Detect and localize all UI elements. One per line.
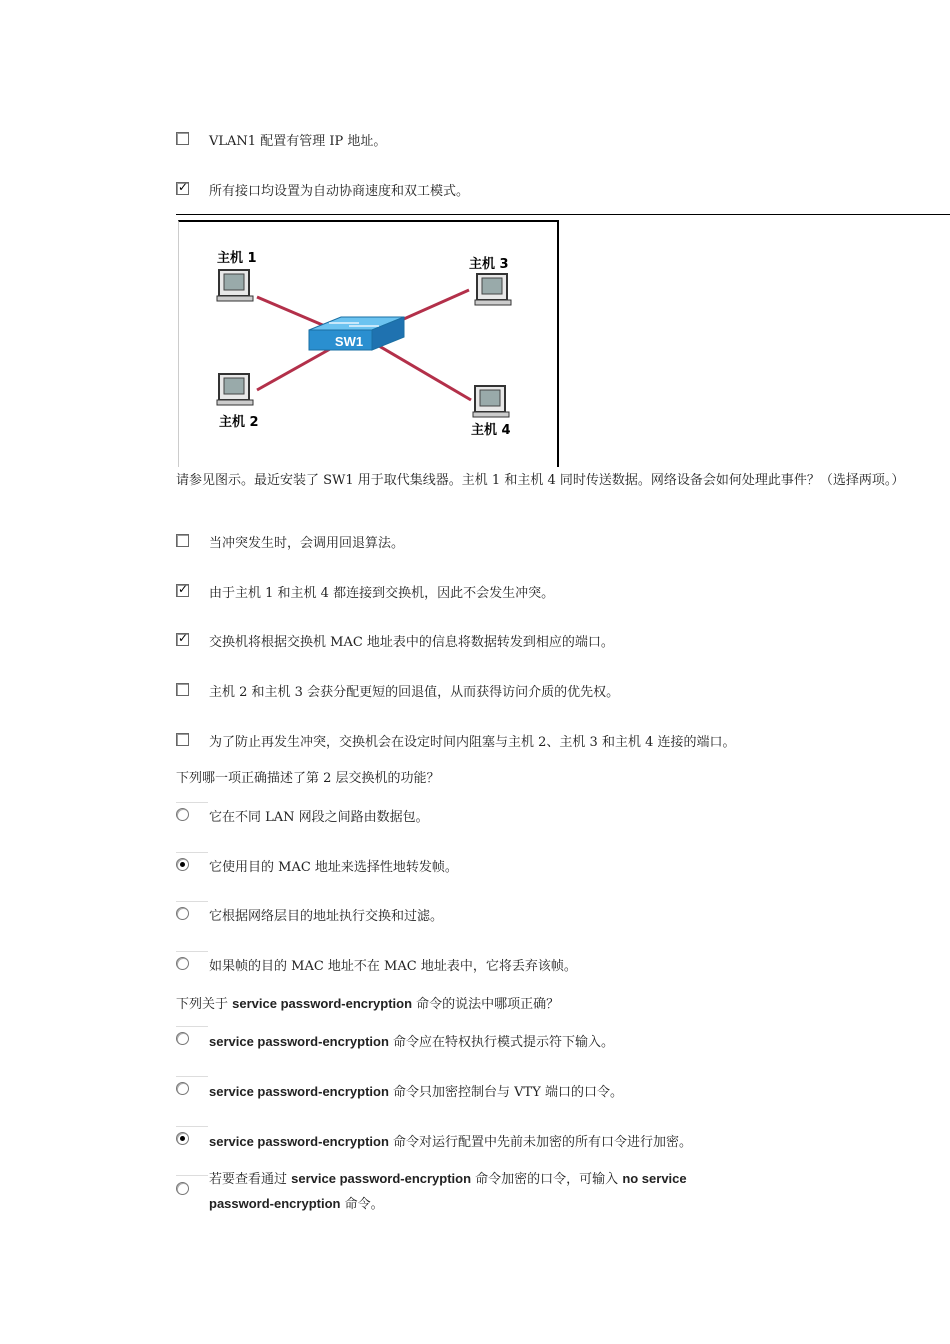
radio-q2-opt1[interactable] bbox=[176, 808, 189, 821]
q3-opt4-rest: 命令。 bbox=[340, 1197, 384, 1212]
check-icon: ✓ bbox=[178, 180, 189, 194]
radio-divider bbox=[176, 852, 208, 853]
checkbox-q1-opt2[interactable] bbox=[176, 584, 189, 597]
radio-selected-dot bbox=[180, 862, 185, 867]
radio-q2-opt4[interactable] bbox=[176, 957, 189, 970]
link-host4-sw1 bbox=[379, 346, 471, 400]
q2-opt3-label: 它根据网络层目的地址执行交换和过滤。 bbox=[209, 909, 444, 924]
q3-opt2-command: service password-encryption bbox=[209, 1084, 389, 1099]
radio-divider bbox=[176, 951, 208, 952]
checkbox-q1-opt4[interactable] bbox=[176, 683, 189, 696]
host4-label: 主机 4 bbox=[471, 423, 511, 438]
radio-divider bbox=[176, 1126, 208, 1127]
option-vlan1-label: VLAN1 配置有管理 IP 地址。 bbox=[209, 134, 387, 149]
q1-opt4-label: 主机 2 和主机 3 会获分配更短的回退值，从而获得访问介质的优先权。 bbox=[209, 685, 620, 700]
q2-opt1-label: 它在不同 LAN 网段之间路由数据包。 bbox=[209, 810, 429, 825]
radio-selected-dot bbox=[180, 1136, 185, 1141]
q1-opt5-label: 为了防止再发生冲突，交换机会在设定时间内阻塞与主机 2、主机 3 和主机 4 连接的端口。 bbox=[209, 735, 736, 750]
radio-divider bbox=[176, 802, 208, 803]
q3-opt1-rest: 命令应在特权执行模式提示符下输入。 bbox=[388, 1035, 615, 1050]
topology-diagram bbox=[179, 222, 557, 467]
q3-opt4-label-line2 bbox=[209, 1195, 384, 1214]
host1-label: 主机 1 bbox=[217, 251, 257, 266]
question-2-text: 下列哪一项正确描述了第 2 层交换机的功能？ bbox=[176, 771, 440, 786]
q3-opt4-command: service password-encryption bbox=[291, 1171, 472, 1186]
radio-q3-opt4[interactable] bbox=[176, 1182, 189, 1195]
q1-opt3-label: 交换机将根据交换机 MAC 地址表中的信息将数据转发到相应的端口。 bbox=[209, 635, 614, 650]
checkbox-q1-opt3[interactable] bbox=[176, 633, 189, 646]
check-icon: ✓ bbox=[178, 582, 189, 596]
radio-q2-opt2[interactable] bbox=[176, 858, 189, 871]
switch-label: SW1 bbox=[334, 334, 364, 349]
host4-computer-icon bbox=[473, 386, 509, 417]
checkbox-q1-opt1[interactable] bbox=[176, 534, 189, 547]
q1-opt2-label: 由于主机 1 和主机 4 都连接到交换机，因此不会发生冲突。 bbox=[209, 586, 555, 601]
q3-opt4-command3: password-encryption bbox=[209, 1196, 341, 1211]
q3-opt2-label bbox=[209, 1083, 623, 1102]
divider bbox=[176, 214, 950, 215]
q3-opt4-command2: no service bbox=[622, 1171, 687, 1186]
q3-text-command: service password-encryption bbox=[232, 996, 413, 1011]
radio-divider bbox=[176, 1026, 208, 1027]
option-autoneg-label: 所有接口均设置为自动协商速度和双工模式。 bbox=[209, 184, 470, 199]
q3-opt4-mid: 命令加密的口令，可输入 bbox=[471, 1172, 623, 1187]
radio-divider bbox=[176, 1076, 208, 1077]
host2-label: 主机 2 bbox=[219, 415, 259, 430]
q3-text-post: 命令的说法中哪项正确？ bbox=[412, 997, 560, 1012]
question-1-text: 请参见图示。最近安装了 SW1 用于取代集线器。主机 1 和主机 4 同时传送数据。网络设备会如何处理此事件？（选择两项。） bbox=[176, 473, 905, 488]
q3-opt2-rest: 命令只加密控制台与 VTY 端口的口令。 bbox=[388, 1085, 623, 1100]
radio-q3-opt2[interactable] bbox=[176, 1082, 189, 1095]
q3-opt1-command: service password-encryption bbox=[209, 1034, 389, 1049]
q3-opt4-pre: 若要查看通过 bbox=[209, 1172, 292, 1187]
radio-divider bbox=[176, 901, 208, 902]
link-host2-sw1 bbox=[257, 344, 339, 390]
check-icon: ✓ bbox=[178, 631, 189, 645]
q3-opt1-label bbox=[209, 1033, 614, 1052]
radio-q3-opt1[interactable] bbox=[176, 1032, 189, 1045]
radio-divider bbox=[176, 1175, 208, 1176]
q1-opt1-label: 当冲突发生时，会调用回退算法。 bbox=[209, 536, 405, 551]
q3-text-pre: 下列关于 bbox=[176, 997, 233, 1012]
q2-opt4-label: 如果帧的目的 MAC 地址不在 MAC 地址表中，它将丢弃该帧。 bbox=[209, 959, 577, 974]
q3-opt3-label bbox=[209, 1133, 692, 1152]
checkbox-autoneg[interactable] bbox=[176, 182, 189, 195]
radio-q2-opt3[interactable] bbox=[176, 907, 189, 920]
radio-q3-opt3[interactable] bbox=[176, 1132, 189, 1145]
host1-computer-icon bbox=[217, 270, 253, 301]
q3-opt3-command: service password-encryption bbox=[209, 1134, 389, 1149]
checkbox-q1-opt5[interactable] bbox=[176, 733, 189, 746]
host3-computer-icon bbox=[475, 274, 511, 305]
host3-label: 主机 3 bbox=[469, 257, 509, 272]
q2-opt2-label: 它使用目的 MAC 地址来选择性地转发帧。 bbox=[209, 860, 458, 875]
question-3-text bbox=[176, 992, 941, 1017]
checkbox-vlan1[interactable] bbox=[176, 132, 189, 145]
q3-opt3-rest: 命令对运行配置中先前未加密的所有口令进行加密。 bbox=[388, 1135, 693, 1150]
host2-computer-icon bbox=[217, 374, 253, 405]
topology-figure bbox=[178, 220, 559, 467]
q3-opt4-label-line1 bbox=[209, 1170, 687, 1189]
